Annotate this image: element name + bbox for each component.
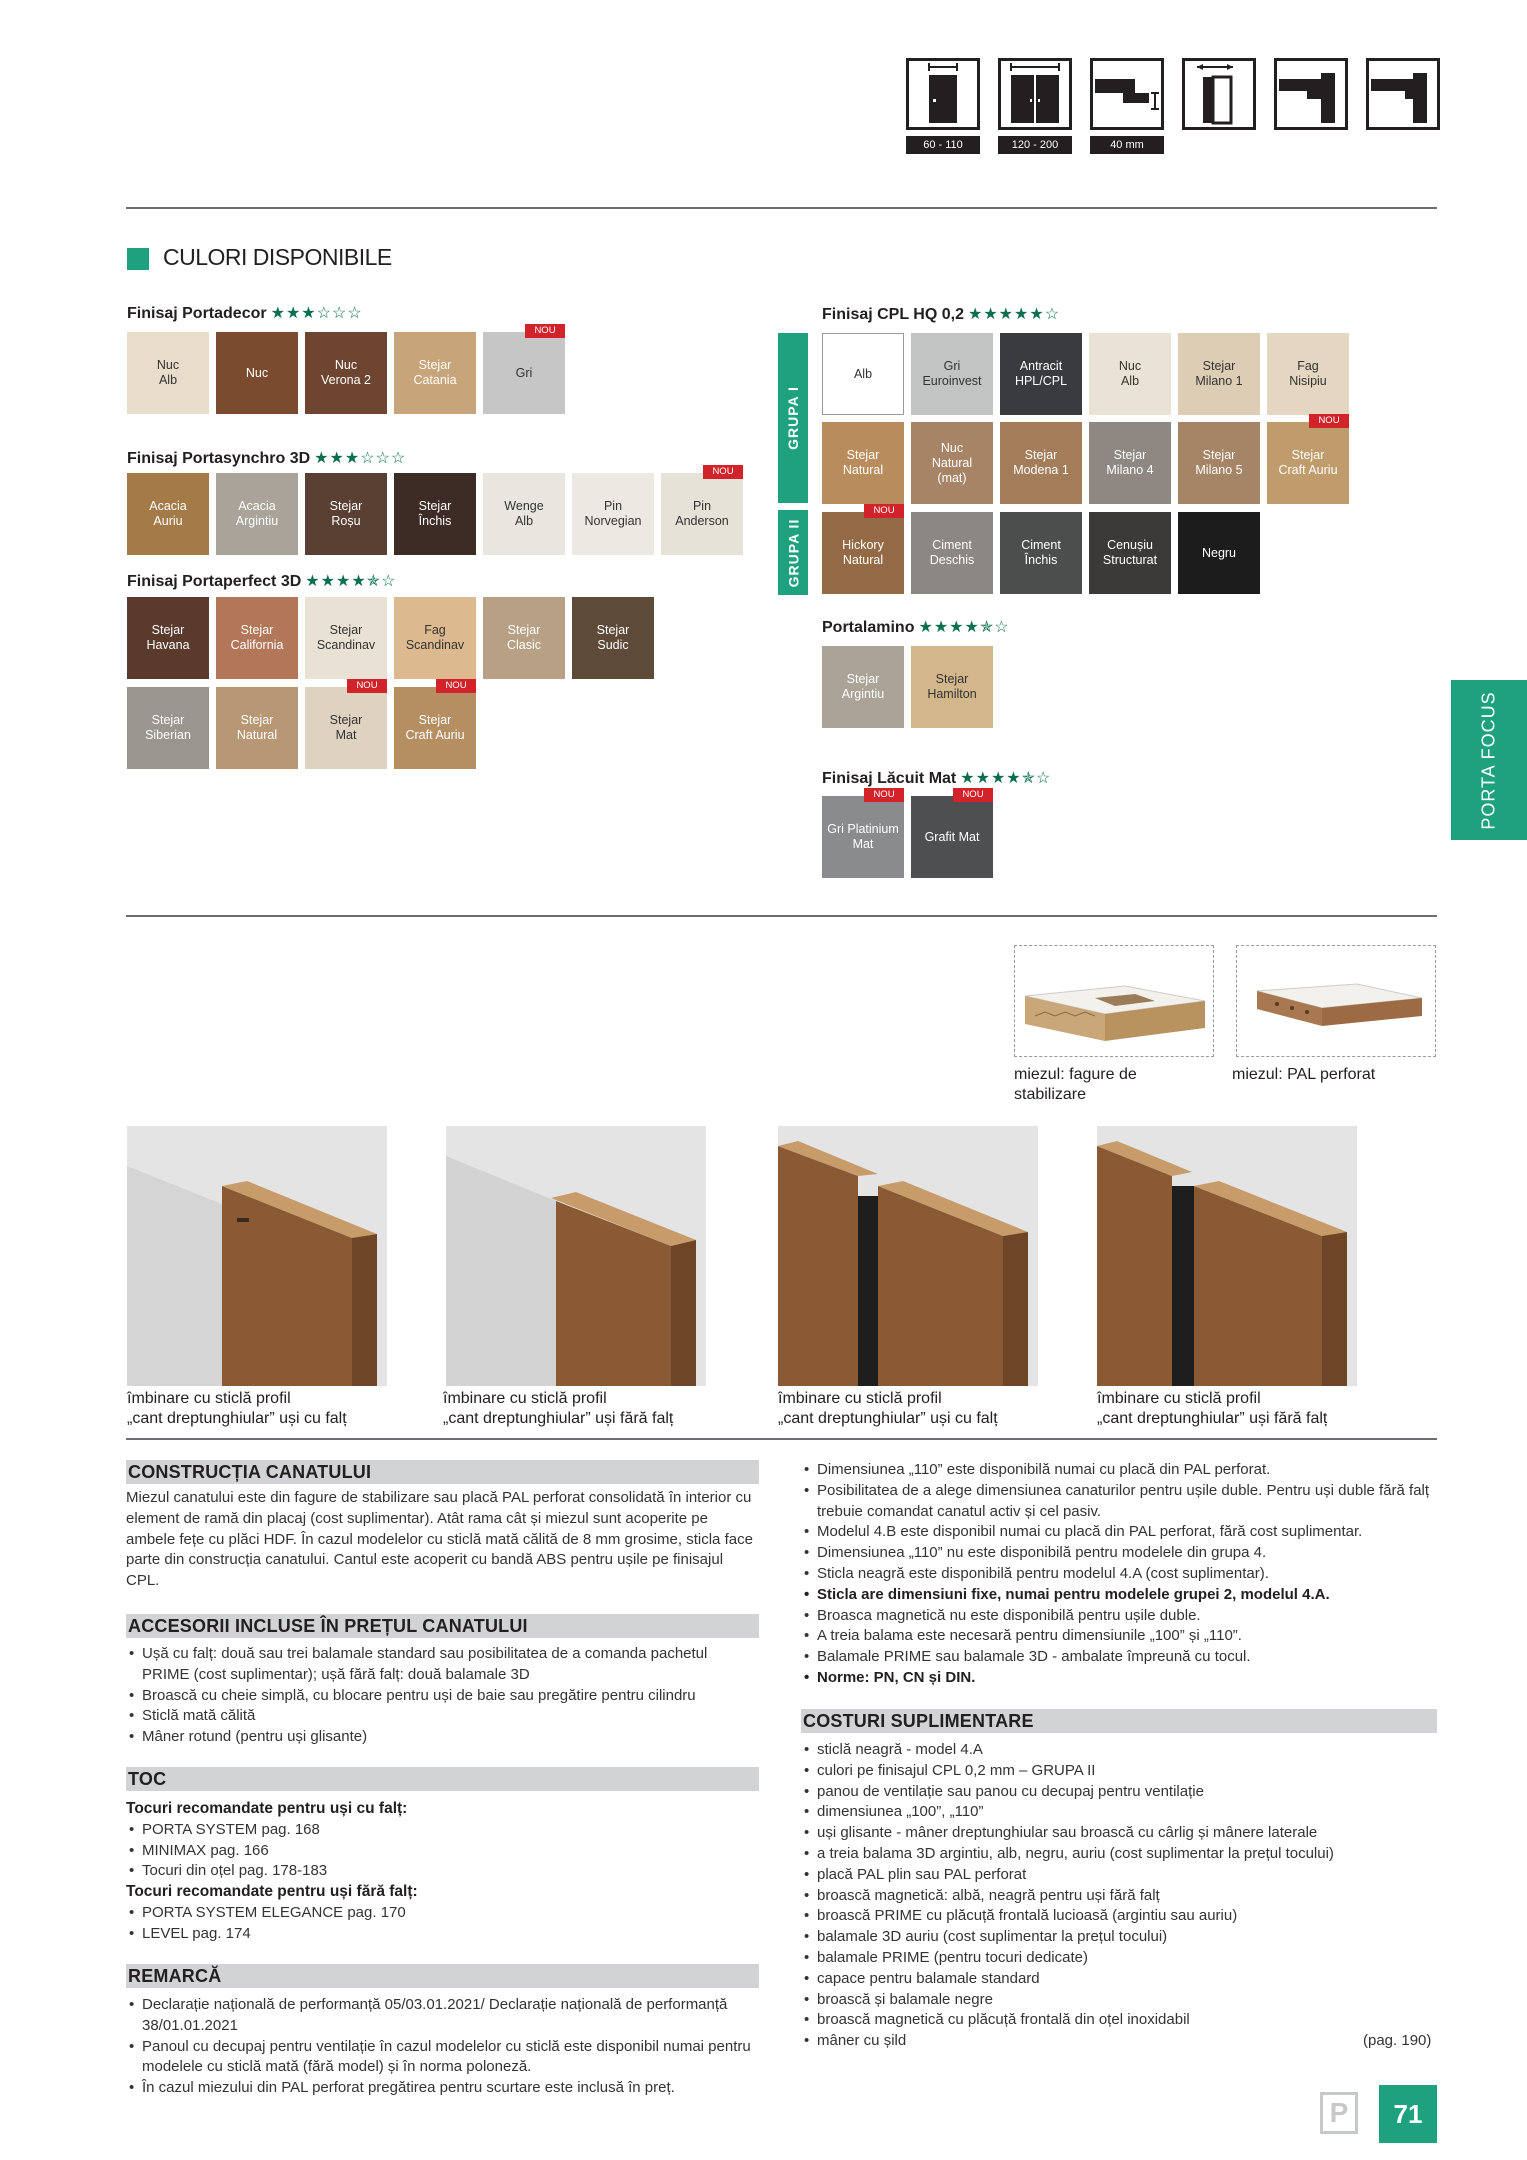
dim-label-width-single: 60 - 110 <box>906 136 980 154</box>
swatch: Nuc Alb <box>1089 333 1171 415</box>
swatch: Stejar Siberian <box>127 687 209 769</box>
swatch: Stejar Mat NOU <box>305 687 387 769</box>
new-badge: NOU <box>347 679 387 693</box>
toc-block: Tocuri recomandate pentru uși cu falț: • PORTA SYSTEM pag. 168 • MINIMAX pag. 166 • Tocuri din oțel pag. 178-183 Tocuri recomandate pentru uși fără falț: • PORTA SYSTEM ELEGANCE pag. 170 • LEVEL pag. 174 <box>126 1799 759 1945</box>
swatch: Pin Anderson NOU <box>661 473 743 555</box>
swatch: Alb <box>822 333 904 415</box>
constructie-text: Miezul canatului este din fagure de stabilizare sau placă PAL perforat consolidată în interior cu element de ramă din placaj (cost suplimentar). Atât rama cât și miezul sunt acoperite pe ambele fețe cu plăci HDF. În cazul modelelor cu sticlă mată călită de 8 mm grosime, sticla face parte din construcția canatului. Cantul este acoperit cu bandă ABS pentru ușile pe finisajul CPL. <box>126 1489 753 1590</box>
brand-logo: P <box>1320 2092 1358 2134</box>
swatch: Acacia Auriu <box>127 473 209 555</box>
swatch: Stejar Natural <box>822 422 904 504</box>
swatch: Stejar Craft Auriu NOU <box>1267 422 1349 504</box>
swatch: Ciment Închis <box>1000 512 1082 594</box>
swatch: Ciment Deschis <box>911 512 993 594</box>
new-badge: NOU <box>1309 414 1349 428</box>
swatch: Stejar Roșu <box>305 473 387 555</box>
section-title: CULORI DISPONIBILE <box>163 244 392 270</box>
page-reference: (pag. 190) <box>1363 2032 1432 2049</box>
swatch: Stejar Închis <box>394 473 476 555</box>
heading-costuri: COSTURI SUPLIMENTARE <box>801 1709 1437 1733</box>
frame-rebate-icon <box>1366 58 1440 130</box>
heading-remarca: REMARCĂ <box>126 1964 759 1988</box>
swatch: Stejar Natural <box>216 687 298 769</box>
core-pal-image <box>1236 945 1436 1057</box>
swatch: Gri Euroinvest <box>911 333 993 415</box>
profile-photo <box>446 1126 706 1386</box>
new-badge: NOU <box>436 679 476 693</box>
swatch: Gri Platinium Mat NOU <box>822 796 904 878</box>
swatch: Stejar Argintiu <box>822 646 904 728</box>
swatch: Stejar Milano 4 <box>1089 422 1171 504</box>
swatch: Grafit Mat NOU <box>911 796 993 878</box>
single-door-icon <box>906 58 980 130</box>
remarca-list: • Declarație națională de performanță 05/03.01.2021/ Declarație națională de performanță 38/01.01.2021 • Panoul cu decupaj pentru ventilație în cazul modelelor cu sticlă este disponibil numai pentru modelele cu sticlă mată (fără model) și în norma poloneză. • În cazul miezului din PAL perforat pregătirea pentru scurtare este inclusă în preț. <box>126 1995 759 2099</box>
swatch: Nuc Verona 2 <box>305 332 387 414</box>
notes-list: • Dimensiunea „110” este disponibilă numai cu placă din PAL perforat. • Posibilitatea de a alege dimensiunea canaturilor pentru ușile duble. Pentru uși duble fără falț trebuie comandat canatul activ și cel pasiv. • Modelul 4.B este disponibil numai cu placă din PAL perforat, fără cost suplimentar. • Dimensiunea „110” nu este disponibilă pentru modelele din grupa 4. • Sticla neagră este disponibilă pentru modelul 4.A (cost suplimentar). • Sticla are dimensiuni fixe, numai pentru modelele grupei 2, modelul 4.A. • Broasca magnetică nu este disponibilă pentru ușile duble. • A treia balama este necesară pentru dimensiunile „100” și „110”. • Balamale PRIME sau balamale 3D - ambalate împreună cu tocul. • Norme: PN, CN și DIN. <box>801 1460 1437 1689</box>
heading-constructie: CONSTRUCȚIA CANATULUI <box>126 1460 759 1484</box>
profile-photo <box>778 1126 1038 1386</box>
divider <box>126 1438 1437 1440</box>
divider <box>126 915 1437 917</box>
page-number: 71 <box>1379 2085 1437 2143</box>
swatch: Stejar Scandinav <box>305 597 387 679</box>
new-badge: NOU <box>864 788 904 802</box>
grupa-2-label: GRUPA II <box>778 510 808 595</box>
swatch: Fag Nisipiu <box>1267 333 1349 415</box>
core-caption: miezul: PAL perforat <box>1232 1066 1376 1083</box>
swatch: Fag Scandinav <box>394 597 476 679</box>
dim-label-width-double: 120 - 200 <box>998 136 1072 154</box>
swatch: Stejar Havana <box>127 597 209 679</box>
new-badge: NOU <box>525 324 565 338</box>
heading-toc: TOC <box>126 1767 759 1791</box>
core-honeycomb-image <box>1014 945 1214 1057</box>
finish-title-portalamino: Portalamino ★★★★✯☆ <box>822 619 1010 636</box>
finish-title-cpl: Finisaj CPL HQ 0,2 ★★★★★☆ <box>822 306 1061 323</box>
swatch: Stejar Milano 5 <box>1178 422 1260 504</box>
divider <box>126 207 1437 209</box>
swatch: Antracit HPL/CPL <box>1000 333 1082 415</box>
profile-photo <box>1097 1126 1357 1386</box>
profile-caption: îmbinare cu sticlă profil „cant dreptunghiular” uși fără falț <box>443 1390 674 1427</box>
profile-caption: îmbinare cu sticlă profil „cant dreptunghiular” uși cu falț <box>127 1390 347 1427</box>
finish-title-portadecor: Finisaj Portadecor ★★★☆☆☆ <box>127 305 363 322</box>
swatch: Stejar Sudic <box>572 597 654 679</box>
finish-title-portasynchro: Finisaj Portasynchro 3D ★★★☆☆☆ <box>127 450 407 467</box>
swatch: Stejar California <box>216 597 298 679</box>
swatch: Wenge Alb <box>483 473 565 555</box>
swatch: Acacia Argintiu <box>216 473 298 555</box>
new-badge: NOU <box>864 504 904 518</box>
section-marker <box>127 248 149 270</box>
accesorii-list: • Ușă cu falț: două sau trei balamale standard sau posibilitatea de a comanda pachetul PRIME (cost suplimentar); ușă fără falț: două balamale 3D • Broască cu cheie simplă, cu blocare pentru uși de baie sau pregătire pentru cilindru • Sticlă mată călită • Mâner rotund (pentru uși glisante) <box>126 1644 759 1748</box>
swatch: Nuc Alb <box>127 332 209 414</box>
double-door-icon <box>998 58 1072 130</box>
frame-profile-icon <box>1274 58 1348 130</box>
swatch: Stejar Craft Auriu NOU <box>394 687 476 769</box>
swatch: Stejar Modena 1 <box>1000 422 1082 504</box>
profile-caption: îmbinare cu sticlă profil „cant dreptunghiular” uși fără falț <box>1097 1390 1328 1427</box>
finish-title-portaperfect: Finisaj Portaperfect 3D ★★★★✯☆ <box>127 573 397 590</box>
swatch: Cenușiu Structurat <box>1089 512 1171 594</box>
swatch: Nuc <box>216 332 298 414</box>
profile-photo <box>127 1126 387 1386</box>
swatch: Stejar Clasic <box>483 597 565 679</box>
new-badge: NOU <box>703 465 743 479</box>
dim-label-thickness: 40 mm <box>1090 136 1164 154</box>
swatch: Negru <box>1178 512 1260 594</box>
core-caption: miezul: fagure de stabilizare <box>1014 1066 1137 1103</box>
new-badge: NOU <box>953 788 993 802</box>
swatch: Stejar Hamilton <box>911 646 993 728</box>
finish-title-lacuit: Finisaj Lăcuit Mat ★★★★✯☆ <box>822 770 1052 787</box>
door-width-icon <box>1182 58 1256 130</box>
side-tab: PORTA FOCUS <box>1451 680 1527 840</box>
door-thickness-icon <box>1090 58 1164 130</box>
costuri-list: • sticlă neagră - model 4.A • culori pe finisajul CPL 0,2 mm – GRUPA II • panou de ventilație sau panou cu decupaj pentru ventilație • dimensiunea „100”, „110” • uși glisante - mâner dreptunghiular sau broască cu cârlig și mânere laterale • a treia balama 3D argintiu, alb, negru, auriu (cost suplimentar la prețul tocului) • placă PAL plin sau PAL perforat • broască magnetică: albă, neagră pentru uși fără falț • broască PRIME cu plăcuță frontală lucioasă (argintiu sau auriu) • balamale 3D auriu (cost suplimentar la prețul tocului) • balamale PRIME (pentru tocuri dedicate) • capace pentru balamale standard • broască și balamale negre • broască magnetică cu plăcuță frontală din oțel inoxidabil • mâner cu șild <box>801 1740 1437 2052</box>
heading-accesorii: ACCESORII INCLUSE ÎN PREȚUL CANATULUI <box>126 1614 759 1638</box>
swatch: Stejar Catania <box>394 332 476 414</box>
swatch: Hickory Natural NOU <box>822 512 904 594</box>
swatch: Stejar Milano 1 <box>1178 333 1260 415</box>
grupa-1-label: GRUPA I <box>778 333 808 503</box>
profile-caption: îmbinare cu sticlă profil „cant dreptunghiular” uși cu falț <box>778 1390 998 1427</box>
swatch: Gri NOU <box>483 332 565 414</box>
swatch: Pin Norvegian <box>572 473 654 555</box>
swatch: Nuc Natural (mat) <box>911 422 993 504</box>
